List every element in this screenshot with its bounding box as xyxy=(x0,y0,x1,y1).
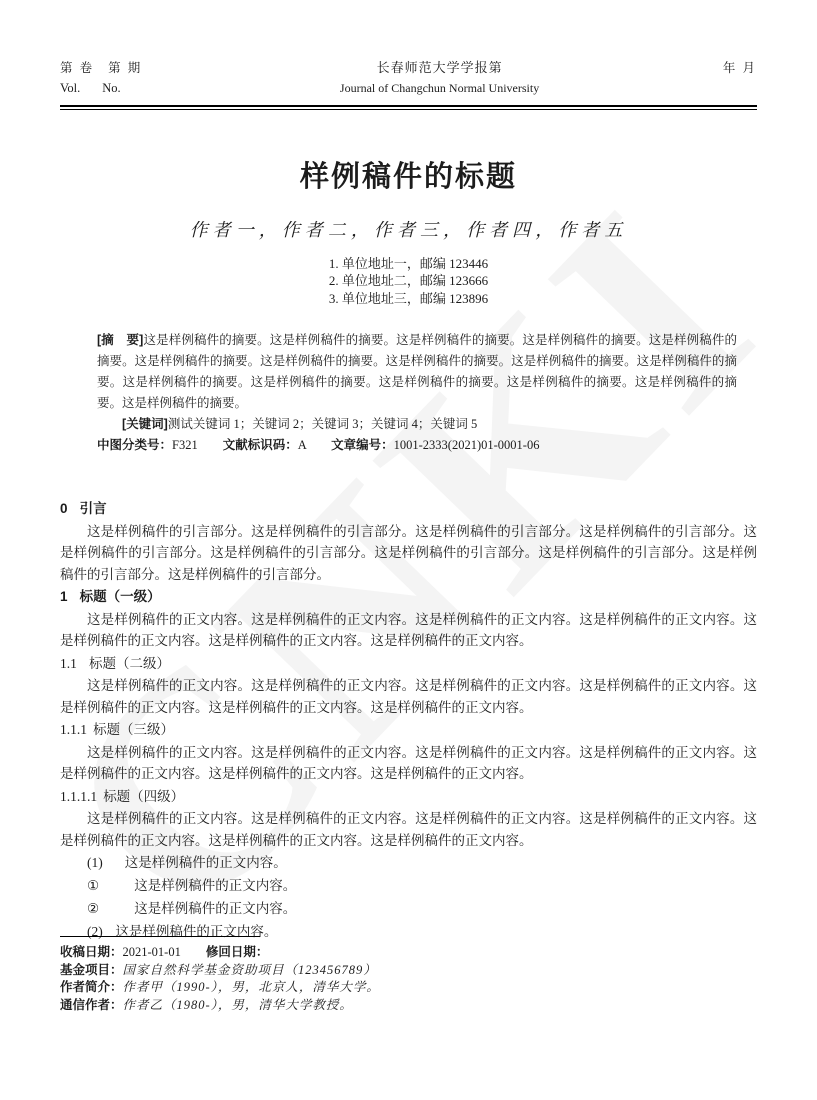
list-item-text: 这是样例稿件的正文内容。 xyxy=(134,901,297,916)
article-title: 样例稿件的标题 xyxy=(299,160,517,193)
document-code-label: 文献标识码： xyxy=(222,438,298,452)
author-bio-label: 作者简介： xyxy=(60,980,123,994)
section-heading xyxy=(60,719,757,741)
received-date-value: 2021-01-01 xyxy=(122,945,181,959)
corresponding-author-label: 通信作者： xyxy=(60,997,123,1012)
footnote-block xyxy=(60,936,757,1014)
body-paragraph: 这是样例稿件的正文内容。这是样例稿件的正文内容。这是样例稿件的正文内容。这是样例稿件的正文内容。这是样例稿件的正文内容。这是样例稿件的正文内容。这是样例稿件的正文内容。 xyxy=(60,744,757,781)
body-paragraph: 这是样例稿件的正文内容。这是样例稿件的正文内容。这是样例稿件的正文内容。这是样例稿件的正文内容。这是样例稿件的正文内容。这是样例稿件的正文内容。这是样例稿件的正文内容。 xyxy=(60,811,757,848)
fund-project-label: 基金项目： xyxy=(60,962,123,977)
section-number: 1.1.1.1 xyxy=(60,788,98,804)
keywords-label: [关键词] xyxy=(122,417,168,431)
author-list: 作者一，作者二，作者三，作者四，作者五 xyxy=(189,219,628,240)
section-title: 标题（四级） xyxy=(103,788,185,804)
received-date-label: 收稿日期： xyxy=(60,945,123,959)
section-title: 标题（三级） xyxy=(93,722,175,737)
section-heading xyxy=(60,586,757,608)
section-number: 1.1 xyxy=(60,655,77,671)
section-number: 1.1.1 xyxy=(60,722,87,737)
list-item xyxy=(60,852,757,874)
keywords xyxy=(97,414,737,435)
header-rule xyxy=(60,105,757,110)
issue-cn: 第 期 xyxy=(108,61,143,75)
affiliation-line: 1. 单位地址一，邮编 123446 xyxy=(328,255,489,271)
revised-date-label: 修回日期： xyxy=(205,945,269,959)
body-paragraph: 这是样例稿件的引言部分。这是样例稿件的引言部分。这是样例稿件的引言部分。这是样例稿件的引言部分。这是样例稿件的引言部分。这是样例稿件的引言部分。这是样例稿件的引言部分。这是样例稿件的引言部分。这是样例稿件的引言部分。这是样例稿件的引言部分。 xyxy=(60,523,757,582)
body-paragraph: 这是样例稿件的正文内容。这是样例稿件的正文内容。这是样例稿件的正文内容。这是样例稿件的正文内容。这是样例稿件的正文内容。这是样例稿件的正文内容。这是样例稿件的正文内容。 xyxy=(60,678,757,715)
volume-issue-block xyxy=(60,58,156,98)
footnote-line xyxy=(60,962,757,980)
section-number: 1 xyxy=(60,589,68,604)
list-item-text: 这是样例稿件的正文内容。 xyxy=(124,855,287,870)
affiliation-line: 2. 单位地址二，邮编 123666 xyxy=(328,273,489,288)
abstract-label: [摘 要] xyxy=(97,333,144,347)
spacer xyxy=(306,438,331,452)
section-heading xyxy=(60,653,757,675)
section-heading xyxy=(60,786,757,808)
issue-en: No. xyxy=(102,81,121,95)
article-body xyxy=(60,498,757,943)
footnote-line xyxy=(60,979,757,997)
volume-cn: 第 卷 xyxy=(60,61,95,75)
list-item-marker: (1) xyxy=(87,855,103,870)
section-heading xyxy=(60,498,757,520)
section-title: 标题（一级） xyxy=(79,589,161,604)
list-item-text: 这是样例稿件的正文内容。 xyxy=(115,924,278,939)
footnote-line xyxy=(60,997,757,1015)
document-code-value: A xyxy=(297,438,307,452)
section-title: 引言 xyxy=(79,501,107,516)
footnote-rule xyxy=(60,936,260,937)
section-title: 标题（二级） xyxy=(89,655,171,671)
list-item-marker: ② xyxy=(87,901,100,916)
list-item xyxy=(60,898,757,920)
issue-date: 年 月 xyxy=(722,61,757,75)
fund-project-value: 国家自然科学基金资助项目（123456789） xyxy=(122,962,377,977)
footnote-line xyxy=(60,944,757,962)
article-id-value: 1001-2333(2021)01-0001-06 xyxy=(393,438,540,452)
article-id-label: 文章编号： xyxy=(331,438,394,452)
volume-en: Vol. xyxy=(60,81,81,95)
abstract-text: 这是样例稿件的摘要。这是样例稿件的摘要。这是样例稿件的摘要。这是样例稿件的摘要。这是样例稿件的摘要。这是样例稿件的摘要。这是样例稿件的摘要。这是样例稿件的摘要。这是样例稿件的摘要。这是样例稿件的摘要。这是样例稿件的摘要。这是样例稿件的摘要。这是样例稿件的摘要。这是样例稿件的摘要。这是样例稿件的摘要。这是样例稿件的摘要。 xyxy=(97,333,737,410)
spacer xyxy=(198,438,223,452)
running-head xyxy=(60,58,757,98)
spacer xyxy=(181,945,206,959)
list-item xyxy=(60,875,757,897)
list-item-marker: (2) xyxy=(87,924,103,939)
affiliation-line: 3. 单位地址三，邮编 123896 xyxy=(328,290,489,306)
list-item-text: 这是样例稿件的正文内容。 xyxy=(134,878,297,893)
body-paragraph: 这是样例稿件的正文内容。这是样例稿件的正文内容。这是样例稿件的正文内容。这是样例稿件的正文内容。这是样例稿件的正文内容。这是样例稿件的正文内容。这是样例稿件的正文内容。 xyxy=(60,611,757,648)
author-bio-value: 作者甲（1990-），男，北京人，清华大学。 xyxy=(122,980,380,994)
corresponding-author-value: 作者乙（1980-），男，清华大学教授。 xyxy=(122,997,353,1012)
footnote-lines xyxy=(60,944,757,1014)
clc-number-value: F321 xyxy=(172,438,198,452)
affiliation-list xyxy=(60,255,757,308)
journal-name-en: Journal of Changchun Normal University xyxy=(339,81,540,95)
section-number: 0 xyxy=(60,501,68,516)
classification-line xyxy=(97,435,757,456)
keywords-text: 测试关键词 1；关键词 2；关键词 3；关键词 4；关键词 5 xyxy=(167,417,478,431)
journal-name-cn: 长春师范大学学报第 xyxy=(376,60,503,75)
journal-name-block xyxy=(156,58,723,98)
list-item-marker: ① xyxy=(87,878,100,893)
clc-number-label: 中图分类号： xyxy=(97,438,173,452)
abstract xyxy=(97,330,737,414)
